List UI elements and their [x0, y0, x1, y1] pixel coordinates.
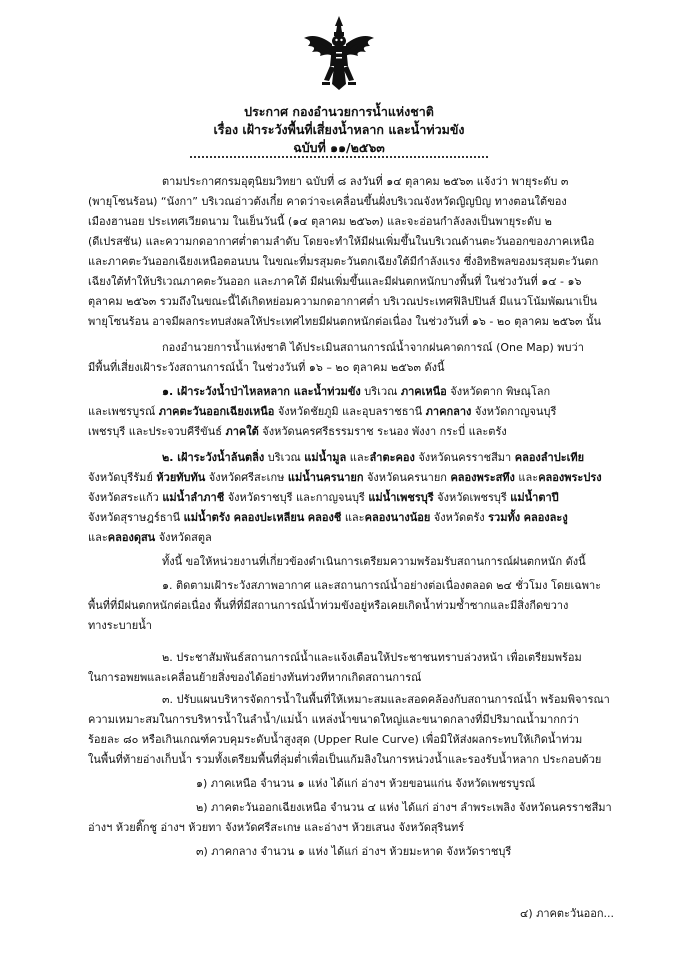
- action-line: ๒. ประชาสัมพันธ์สถานการณ์น้ำและแจ้งเตือนให้ประชาชนทราบล่วงหน้า เพื่อเตรียมพร้อม: [162, 651, 582, 664]
- text: จังหวัดบุรีรัมย์: [88, 471, 157, 484]
- text: จังหวัดสตูล: [155, 531, 212, 544]
- river-name: แม่น้ำตรัง: [183, 511, 231, 524]
- text: จังหวัดราชบุรี และกาญจนบุรี: [224, 491, 369, 504]
- continuation-note: ๔) ภาคตะวันออก...: [520, 907, 615, 920]
- river-name: คลองละงู: [523, 511, 568, 524]
- reservoir-central: ๓) ภาคกลาง จำนวน ๑ แห่ง ได้แก่ อ่างฯ ห้วยมะหาด จังหวัดราชบุรี: [196, 845, 512, 858]
- text: จังหวัดตาก พิษณุโลก: [446, 385, 551, 398]
- text: และ: [341, 511, 365, 524]
- text: บริเวณ: [360, 385, 401, 398]
- assessment-line: กองอำนวยการน้ำแห่งชาติ ได้ประเมินสถานการณ์น้ำจากฝนคาดการณ์ (One Map) พบว่า: [162, 341, 584, 354]
- action-1: [88, 576, 608, 636]
- announcement-title: ประกาศ กองอำนวยการน้ำแห่งชาติ: [244, 104, 434, 119]
- river-name: แม่น้ำลำภาชี: [162, 491, 225, 504]
- text: จังหวัดเพชรบุรี: [433, 491, 511, 504]
- river-name: คลองพระปรง: [538, 471, 602, 484]
- action-line: ทางระบายน้ำ: [88, 619, 152, 632]
- river-name: คลองลำปะเทีย: [514, 451, 585, 464]
- header-divider: [190, 156, 488, 158]
- reservoir-north: ๑) ภาคเหนือ จำนวน ๑ แห่ง ได้แก่ อ่างฯ ห้วยขอนแก่น จังหวัดเพชรบูรณ์: [196, 777, 536, 790]
- river-name: แม่น้ำตาปี: [510, 491, 559, 504]
- risk-item-2: [88, 448, 608, 548]
- action-line: ในพื้นที่ท้ายอ่างเก็บน้ำ รวมทั้งเตรียมพื้นที่ลุ่มต่ำเพื่อเป็นแก้มลิงในการหน่วงน้ำและรองรับน้ำหลาก ประกอบด้วย: [88, 753, 602, 766]
- river-name: ห้วยทับทัน: [156, 471, 206, 484]
- action-line: ความเหมาะสมในการบริหารน้ำในลำน้ำ/แม่น้ำ แหล่งน้ำขนาดใหญ่และขนาดกลางที่มีปริมาณน้ำมากกว่า: [88, 713, 579, 726]
- announcement-number: ฉบับที่ ๑๑/๒๕๖๓: [293, 140, 385, 155]
- request-line: ทั้งนี้ ขอให้หน่วยงานที่เกี่ยวข้องดำเนินการเตรียมความพร้อมรับสถานการณ์ฝนตกหนัก ดังนี้: [162, 555, 586, 568]
- text: และ: [88, 531, 108, 544]
- risk-item-1: [88, 382, 608, 442]
- reservoir-northeast-cont: อ่างฯ ห้วยติ๊กชู อ่างฯ ห้วยทา จังหวัดศรีสะเกษ และอ่างฯ ห้วยเสนง จังหวัดสุรินทร์: [88, 821, 465, 834]
- river-name: คลองปะเหลียน: [233, 511, 305, 524]
- text-bold: รวมทั้ง: [488, 511, 521, 524]
- river-name: แม่น้ำเพชรบุรี: [368, 491, 434, 504]
- action-line: ๓. ปรับแผนบริหารจัดการน้ำในพื้นที่ให้เหมาะสมและสอดคล้องกับสถานการณ์น้ำ พร้อมพิจารณา: [162, 693, 610, 706]
- reservoir-northeast: ๒) ภาคตะวันออกเฉียงเหนือ จำนวน ๔ แห่ง ได้แก่ อ่างฯ ลำพระเพลิง จังหวัดนครราชสีมา: [196, 801, 612, 814]
- announcement-subject: เรื่อง เฝ้าระวังพื้นที่เสี่ยงน้ำหลาก และน้ำท่วมขัง: [213, 122, 465, 137]
- river-name: แม่น้ำมูล: [304, 451, 347, 464]
- intro-line: เฉียงใต้ทำให้บริเวณภาคตะวันออก และภาคใต้ มีฝนเพิ่มขึ้นและมีฝนตกหนักบางพื้นที่ ในช่วงวันที่ ๑๔ - ๑๖: [88, 275, 582, 288]
- action-line: ในการอพยพและเคลื่อนย้ายสิ่งของได้อย่างทันท่วงทีหากเกิดสถานการณ์: [88, 671, 422, 684]
- intro-line: (ดีเปรสชัน) และความกดอากาศต่ำตามลำดับ โดยจะทำให้มีฝนเพิ่มขึ้นในบริเวณด้านตะวันออกของภาคเหนือ: [88, 235, 595, 248]
- text: จังหวัดสระแก้ว: [88, 491, 163, 504]
- item-number: ๒.: [162, 451, 178, 464]
- reservoir-list: [88, 774, 612, 862]
- risk-type: เฝ้าระวังน้ำป่าไหลหลาก และน้ำท่วมขัง: [177, 385, 361, 398]
- river-name: แม่น้ำนครนายก: [287, 471, 364, 484]
- text: จังหวัดนครศรีธรรมราช ระนอง พังงา กระบี่ และตรัง: [258, 425, 507, 438]
- text: เพชรบุรี และประจวบคีรีขันธ์: [88, 425, 226, 438]
- text: และเพชรบูรณ์: [88, 405, 159, 418]
- text: บริเวณ: [264, 451, 305, 464]
- intro-line: ตุลาคม ๒๕๖๓ รวมถึงในขณะนี้ได้เกิดหย่อมความกดอากาศต่ำ บริเวณประเทศฟิลิปปินส์ มีแนวโน้มพัฒนาเป็น: [88, 295, 598, 308]
- action-line: ๑. ติดตามเฝ้าระวังสภาพอากาศ และสถานการณ์น้ำอย่างต่อเนื่องตลอด ๒๔ ชั่วโมง โดยเฉพาะ: [162, 579, 602, 592]
- risk-type: เฝ้าระวังน้ำล้นตลิ่ง: [177, 451, 265, 464]
- action-line: พื้นที่ที่มีฝนตกหนักต่อเนื่อง พื้นที่ที่มีสถานการณ์น้ำท่วมขังอยู่หรือเคยเกิดน้ำท่วมซ้ำซากและมีสิ่งกีดขวาง: [88, 599, 569, 612]
- river-name: คลองดุสน: [107, 531, 156, 544]
- text: จังหวัดศรีสะเกษ: [205, 471, 288, 484]
- action-3: [88, 690, 608, 770]
- text: จังหวัดสุราษฎร์ธานี: [88, 511, 184, 524]
- garuda-emblem-icon: [302, 14, 376, 94]
- action-line: ร้อยละ ๘๐ หรือเกินเกณฑ์ควบคุมระดับน้ำสูงสุด (Upper Rule Curve) เพื่อมิให้ส่งผลกระทบให้เกิดน้ำท่วม: [88, 733, 583, 746]
- region-name: ภาคกลาง: [425, 405, 472, 418]
- intro-paragraph: [88, 172, 608, 332]
- river-name: คลองนางน้อย: [364, 511, 431, 524]
- intro-line: เมืองฮานอย ประเทศเวียดนาม ในเย็นวันนี้ (๑๔ ตุลาคม ๒๕๖๓) และจะอ่อนกำลังลงเป็นพายุระดับ ๒: [88, 215, 552, 228]
- region-name: ภาคใต้: [225, 425, 259, 438]
- assessment-paragraph: [88, 338, 608, 378]
- river-name: คลองพระสทึง: [450, 471, 515, 484]
- region-name: ภาคตะวันออกเฉียงเหนือ: [158, 405, 275, 418]
- intro-line: และภาคตะวันออกเฉียงเหนือตอนบน ในขณะที่มรสุมตะวันตกเฉียงใต้มีกำลังแรง ซึ่งอิทธิพลของมรสุมตะวันตก: [88, 255, 599, 268]
- region-name: ภาคเหนือ: [400, 385, 447, 398]
- river-name: คลองชี: [307, 511, 342, 524]
- text: จังหวัดนครราชสีมา: [414, 451, 515, 464]
- river-name: ลำตะคอง: [369, 451, 415, 464]
- intro-line: ตามประกาศกรมอุตุนิยมวิทยา ฉบับที่ ๘ ลงวันที่ ๑๔ ตุลาคม ๒๕๖๓ แจ้งว่า พายุระดับ ๓: [162, 175, 569, 188]
- action-2: [88, 648, 608, 688]
- assessment-line: มีพื้นที่เสี่ยงเฝ้าระวังสถานการณ์น้ำ ในช่วงวันที่ ๑๖ – ๒๐ ตุลาคม ๒๕๖๓ ดังนี้: [88, 361, 445, 374]
- text: จังหวัดตรัง: [430, 511, 489, 524]
- text: จังหวัดกาญจนบุรี: [471, 405, 557, 418]
- item-number: ๑.: [162, 385, 177, 398]
- text: และ: [514, 471, 539, 484]
- intro-line: พายุโซนร้อน อาจมีผลกระทบส่งผลให้ประเทศไทยมีฝนตกหนักต่อเนื่อง ในช่วงวันที่ ๑๖ - ๒๐ ตุลาคม ๒๕๖๓ นั้น: [88, 315, 602, 328]
- text: จังหวัดนครนายก: [363, 471, 451, 484]
- text: จังหวัดชัยภูมิ และอุบลราชธานี: [274, 405, 426, 418]
- text: และ: [346, 451, 370, 464]
- intro-line: (พายุโซนร้อน) “นังกา” บริเวณอ่าวตังเกี๋ย คาดว่าจะเคลื่อนขึ้นฝั่งบริเวณจังหวัดญิญบิญ ทางตอนใต้ของ: [88, 195, 567, 208]
